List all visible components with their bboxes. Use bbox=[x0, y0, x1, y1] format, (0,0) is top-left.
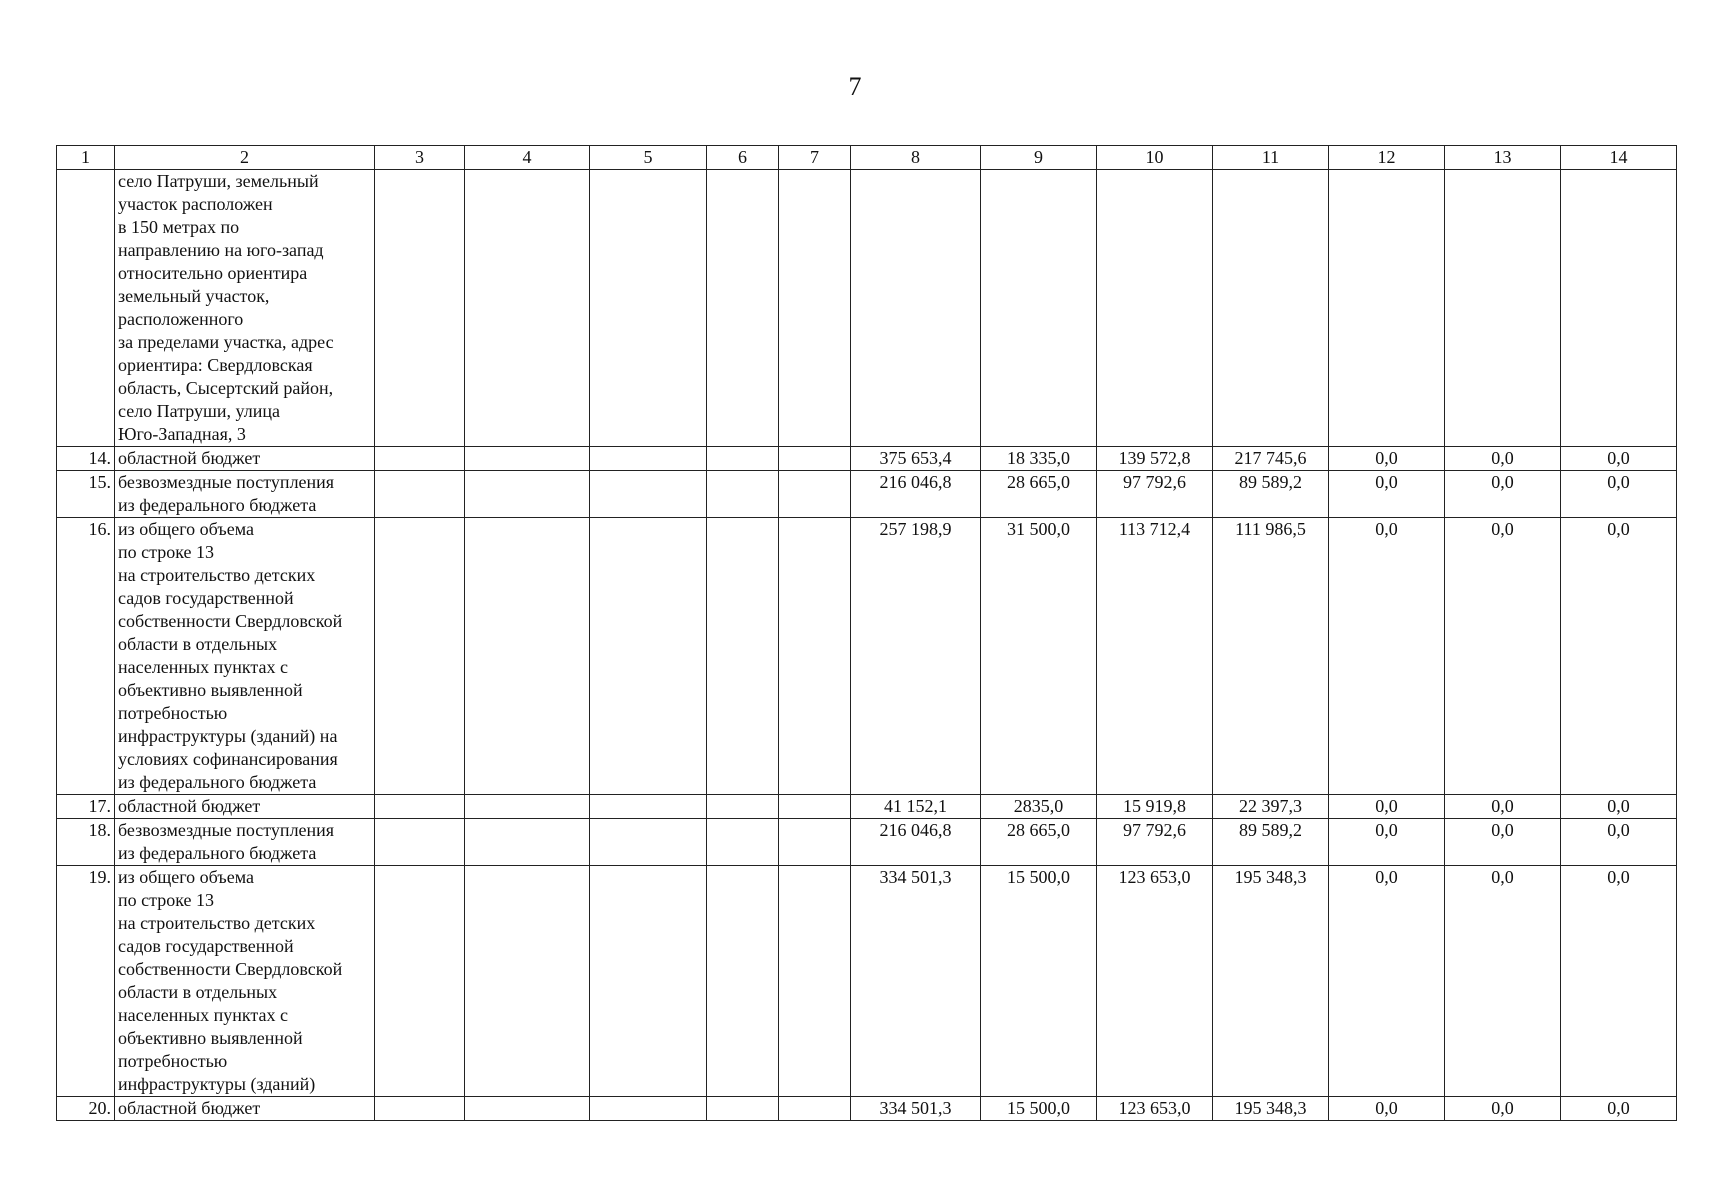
value-cell-col-5 bbox=[590, 447, 707, 471]
value-cell-col-10: 97 792,6 bbox=[1097, 819, 1213, 866]
value-cell-col-6 bbox=[707, 518, 779, 795]
column-number-cell: 8 bbox=[851, 146, 981, 170]
value-cell-col-11: 89 589,2 bbox=[1213, 819, 1329, 866]
value-cell-col-6 bbox=[707, 471, 779, 518]
value-cell-col-3 bbox=[375, 1097, 465, 1121]
value-cell-col-8: 216 046,8 bbox=[851, 471, 981, 518]
value-cell-col-7 bbox=[779, 518, 851, 795]
value-cell-col-4 bbox=[465, 170, 590, 447]
value-cell-col-3 bbox=[375, 471, 465, 518]
value-cell-col-9: 28 665,0 bbox=[981, 471, 1097, 518]
row-description-cell: областной бюджет bbox=[115, 795, 375, 819]
value-cell-col-4 bbox=[465, 795, 590, 819]
table-row bbox=[57, 866, 1677, 1097]
value-cell-col-11: 217 745,6 bbox=[1213, 447, 1329, 471]
value-cell-col-11: 195 348,3 bbox=[1213, 866, 1329, 1097]
column-number-cell: 12 bbox=[1329, 146, 1445, 170]
value-cell-col-14: 0,0 bbox=[1561, 819, 1677, 866]
value-cell-col-6 bbox=[707, 866, 779, 1097]
value-cell-col-5 bbox=[590, 866, 707, 1097]
value-cell-col-3 bbox=[375, 518, 465, 795]
value-cell-col-6 bbox=[707, 819, 779, 866]
value-cell-col-5 bbox=[590, 471, 707, 518]
value-cell-col-8: 257 198,9 bbox=[851, 518, 981, 795]
value-cell-col-10: 113 712,4 bbox=[1097, 518, 1213, 795]
value-cell-col-13: 0,0 bbox=[1445, 447, 1561, 471]
row-description-cell: из общего объема по строке 13 на строительство детских садов государственной собственности Свердловской области в отдельных населенных пунктах с объективно выявленной потребностью инфраструктуры (зданий) bbox=[115, 866, 375, 1097]
value-cell-col-11: 89 589,2 bbox=[1213, 471, 1329, 518]
page-number: 7 bbox=[848, 72, 862, 101]
row-number-cell: 15. bbox=[57, 471, 115, 518]
column-number-cell: 11 bbox=[1213, 146, 1329, 170]
row-number-cell: 16. bbox=[57, 518, 115, 795]
value-cell-col-13: 0,0 bbox=[1445, 1097, 1561, 1121]
value-cell-col-12: 0,0 bbox=[1329, 866, 1445, 1097]
table-row bbox=[57, 1097, 1677, 1121]
value-cell-col-13: 0,0 bbox=[1445, 819, 1561, 866]
value-cell-col-14: 0,0 bbox=[1561, 471, 1677, 518]
value-cell-col-6 bbox=[707, 1097, 779, 1121]
value-cell-col-3 bbox=[375, 447, 465, 471]
value-cell-col-5 bbox=[590, 1097, 707, 1121]
row-number-cell: 14. bbox=[57, 447, 115, 471]
value-cell-col-13: 0,0 bbox=[1445, 795, 1561, 819]
row-number-cell: 18. bbox=[57, 819, 115, 866]
value-cell-col-9 bbox=[981, 170, 1097, 447]
value-cell-col-14: 0,0 bbox=[1561, 795, 1677, 819]
value-cell-col-12: 0,0 bbox=[1329, 819, 1445, 866]
value-cell-col-4 bbox=[465, 1097, 590, 1121]
value-cell-col-10: 123 653,0 bbox=[1097, 1097, 1213, 1121]
value-cell-col-8: 334 501,3 bbox=[851, 1097, 981, 1121]
table-row bbox=[57, 819, 1677, 866]
value-cell-col-9: 2835,0 bbox=[981, 795, 1097, 819]
value-cell-col-6 bbox=[707, 795, 779, 819]
column-number-cell: 10 bbox=[1097, 146, 1213, 170]
value-cell-col-4 bbox=[465, 866, 590, 1097]
value-cell-col-3 bbox=[375, 170, 465, 447]
value-cell-col-7 bbox=[779, 819, 851, 866]
column-number-cell: 4 bbox=[465, 146, 590, 170]
value-cell-col-8 bbox=[851, 170, 981, 447]
value-cell-col-10: 139 572,8 bbox=[1097, 447, 1213, 471]
value-cell-col-9: 31 500,0 bbox=[981, 518, 1097, 795]
value-cell-col-11: 111 986,5 bbox=[1213, 518, 1329, 795]
value-cell-col-7 bbox=[779, 170, 851, 447]
value-cell-col-9: 28 665,0 bbox=[981, 819, 1097, 866]
row-description-cell: из общего объема по строке 13 на строительство детских садов государственной собственности Свердловской области в отдельных населенных пунктах с объективно выявленной потребностью инфраструктуры (зданий) на условиях софинансирования из федерального бюджета bbox=[115, 518, 375, 795]
value-cell-col-9: 15 500,0 bbox=[981, 866, 1097, 1097]
table-row bbox=[57, 170, 1677, 447]
value-cell-col-3 bbox=[375, 866, 465, 1097]
value-cell-col-13: 0,0 bbox=[1445, 471, 1561, 518]
table-row bbox=[57, 518, 1677, 795]
value-cell-col-10 bbox=[1097, 170, 1213, 447]
value-cell-col-8: 375 653,4 bbox=[851, 447, 981, 471]
table-row bbox=[57, 447, 1677, 471]
value-cell-col-14: 0,0 bbox=[1561, 866, 1677, 1097]
value-cell-col-7 bbox=[779, 471, 851, 518]
budget-table bbox=[56, 145, 1677, 1121]
table-row bbox=[57, 471, 1677, 518]
row-description-cell: областной бюджет bbox=[115, 1097, 375, 1121]
value-cell-col-5 bbox=[590, 170, 707, 447]
value-cell-col-8: 334 501,3 bbox=[851, 866, 981, 1097]
value-cell-col-5 bbox=[590, 819, 707, 866]
value-cell-col-6 bbox=[707, 447, 779, 471]
value-cell-col-4 bbox=[465, 447, 590, 471]
row-number-cell bbox=[57, 170, 115, 447]
value-cell-col-4 bbox=[465, 819, 590, 866]
value-cell-col-12: 0,0 bbox=[1329, 1097, 1445, 1121]
column-number-row bbox=[57, 146, 1677, 170]
value-cell-col-13: 0,0 bbox=[1445, 518, 1561, 795]
value-cell-col-12: 0,0 bbox=[1329, 471, 1445, 518]
value-cell-col-13: 0,0 bbox=[1445, 866, 1561, 1097]
value-cell-col-3 bbox=[375, 795, 465, 819]
value-cell-col-14: 0,0 bbox=[1561, 1097, 1677, 1121]
value-cell-col-12: 0,0 bbox=[1329, 795, 1445, 819]
value-cell-col-9: 18 335,0 bbox=[981, 447, 1097, 471]
value-cell-col-7 bbox=[779, 795, 851, 819]
value-cell-col-7 bbox=[779, 447, 851, 471]
value-cell-col-4 bbox=[465, 471, 590, 518]
column-number-cell: 9 bbox=[981, 146, 1097, 170]
value-cell-col-14: 0,0 bbox=[1561, 518, 1677, 795]
value-cell-col-6 bbox=[707, 170, 779, 447]
row-number-cell: 17. bbox=[57, 795, 115, 819]
value-cell-col-5 bbox=[590, 795, 707, 819]
column-number-cell: 7 bbox=[779, 146, 851, 170]
row-description-cell: село Патруши, земельный участок расположен в 150 метрах по направлению на юго-запад относительно ориентира земельный участок, расположенного за пределами участка, адрес ориентира: Свердловская область, Сысертский район, село Патруши, улица Юго-Западная, 3 bbox=[115, 170, 375, 447]
budget-table-body bbox=[57, 146, 1677, 1121]
column-number-cell: 3 bbox=[375, 146, 465, 170]
value-cell-col-4 bbox=[465, 518, 590, 795]
value-cell-col-14 bbox=[1561, 170, 1677, 447]
value-cell-col-9: 15 500,0 bbox=[981, 1097, 1097, 1121]
value-cell-col-14: 0,0 bbox=[1561, 447, 1677, 471]
value-cell-col-13 bbox=[1445, 170, 1561, 447]
value-cell-col-8: 41 152,1 bbox=[851, 795, 981, 819]
value-cell-col-12: 0,0 bbox=[1329, 447, 1445, 471]
value-cell-col-10: 97 792,6 bbox=[1097, 471, 1213, 518]
value-cell-col-8: 216 046,8 bbox=[851, 819, 981, 866]
value-cell-col-11 bbox=[1213, 170, 1329, 447]
value-cell-col-5 bbox=[590, 518, 707, 795]
value-cell-col-3 bbox=[375, 819, 465, 866]
value-cell-col-10: 123 653,0 bbox=[1097, 866, 1213, 1097]
column-number-cell: 1 bbox=[57, 146, 115, 170]
value-cell-col-12: 0,0 bbox=[1329, 518, 1445, 795]
column-number-cell: 14 bbox=[1561, 146, 1677, 170]
row-description-cell: безвозмездные поступления из федерального бюджета bbox=[115, 471, 375, 518]
row-number-cell: 19. bbox=[57, 866, 115, 1097]
table-row bbox=[57, 795, 1677, 819]
row-description-cell: безвозмездные поступления из федерального бюджета bbox=[115, 819, 375, 866]
value-cell-col-10: 15 919,8 bbox=[1097, 795, 1213, 819]
value-cell-col-12 bbox=[1329, 170, 1445, 447]
row-number-cell: 20. bbox=[57, 1097, 115, 1121]
column-number-cell: 2 bbox=[115, 146, 375, 170]
value-cell-col-7 bbox=[779, 866, 851, 1097]
value-cell-col-7 bbox=[779, 1097, 851, 1121]
value-cell-col-11: 195 348,3 bbox=[1213, 1097, 1329, 1121]
column-number-cell: 5 bbox=[590, 146, 707, 170]
value-cell-col-11: 22 397,3 bbox=[1213, 795, 1329, 819]
column-number-cell: 6 bbox=[707, 146, 779, 170]
column-number-cell: 13 bbox=[1445, 146, 1561, 170]
row-description-cell: областной бюджет bbox=[115, 447, 375, 471]
